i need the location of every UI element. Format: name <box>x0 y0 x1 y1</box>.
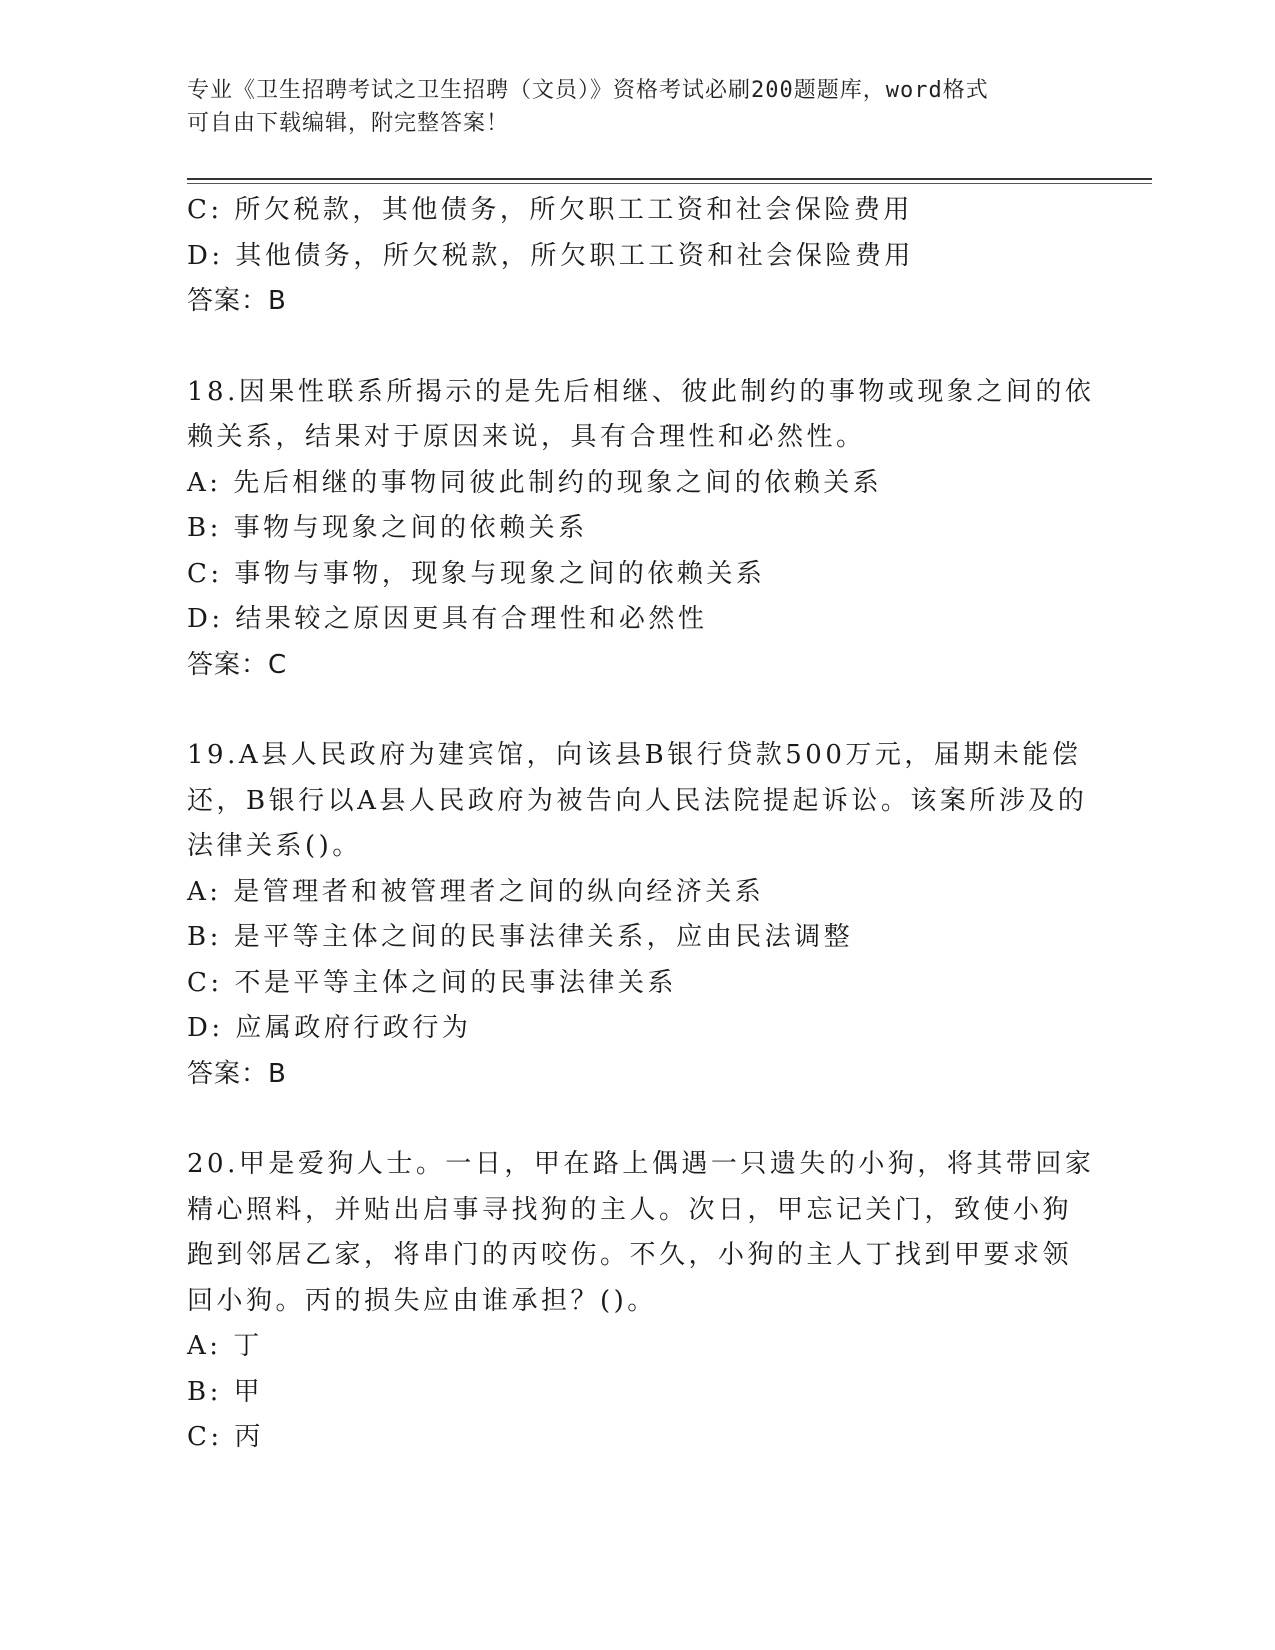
question-stem: 跑到邻居乙家，将串门的丙咬伤。不久，小狗的主人丁找到甲要求领 <box>187 1240 1073 1270</box>
spacer <box>187 688 1087 733</box>
option-a: A: 先后相继的事物同彼此制约的现象之间的依赖关系 <box>187 467 883 498</box>
option-b: B: 事物与现象之间的依赖关系 <box>187 513 588 543</box>
question-stem: 法律关系()。 <box>187 831 362 861</box>
question-20 <box>187 1142 1095 1461</box>
question-list <box>187 188 1095 1461</box>
option-a: A: 丁 <box>187 1331 263 1361</box>
spacer <box>187 325 1087 370</box>
header-rule-thick <box>187 178 1152 180</box>
question-19 <box>187 733 1087 1097</box>
question-stem: 回小狗。丙的损失应由谁承担？()。 <box>187 1285 657 1316</box>
question-stem: 还，B银行以A县人民政府为被告向人民法院提起诉讼。该案所涉及的 <box>187 785 1088 816</box>
page-header <box>187 74 1087 140</box>
header-rule-thin <box>187 183 1152 184</box>
answer-label: 答案：C <box>187 649 288 680</box>
option-d: D: 结果较之原因更具有合理性和必然性 <box>187 604 708 634</box>
header-title-line-1: 专业《卫生招聘考试之卫生招聘（文员）》资格考试必刷200题题库，word格式 <box>187 78 989 103</box>
option-d: D: 其他债务，所欠税款，所欠职工工资和社会保险费用 <box>187 240 914 271</box>
question-18 <box>187 370 1095 689</box>
spacer <box>187 1097 1087 1142</box>
option-c: C: 不是平等主体之间的民事法律关系 <box>187 967 677 998</box>
answer-label: 答案：B <box>187 1058 287 1089</box>
option-b: B: 是平等主体之间的民事法律关系，应由民法调整 <box>187 922 854 952</box>
question-stem: 19.A县人民政府为建宾馆，向该县B银行贷款500万元，届期未能偿 <box>187 740 1082 770</box>
option-c: C: 所欠税款，其他债务，所欠职工工资和社会保险费用 <box>187 195 913 225</box>
option-a: A: 是管理者和被管理者之间的纵向经济关系 <box>187 876 765 907</box>
option-c: C: 事物与事物，现象与现象之间的依赖关系 <box>187 558 766 589</box>
option-b: B: 甲 <box>187 1376 264 1407</box>
answer-label: 答案：B <box>187 286 287 316</box>
question-stem: 赖关系，结果对于原因来说，具有合理性和必然性。 <box>187 422 866 452</box>
question-stem: 18.因果性联系所揭示的是先后相继、彼此制约的事物或现象之间的依 <box>187 376 1095 407</box>
question-stem: 精心照料，并贴出启事寻找狗的主人。次日，甲忘记关门，致使小狗 <box>187 1194 1073 1225</box>
option-d: D: 应属政府行政行为 <box>187 1013 472 1043</box>
header-title-line-2: 可自由下载编辑，附完整答案！ <box>187 111 510 136</box>
question-stem: 20.甲是爱狗人士。一日，甲在路上偶遇一只遗失的小狗，将其带回家 <box>187 1149 1095 1179</box>
question-17-tail <box>187 188 1087 325</box>
option-c: C: 丙 <box>187 1422 264 1452</box>
